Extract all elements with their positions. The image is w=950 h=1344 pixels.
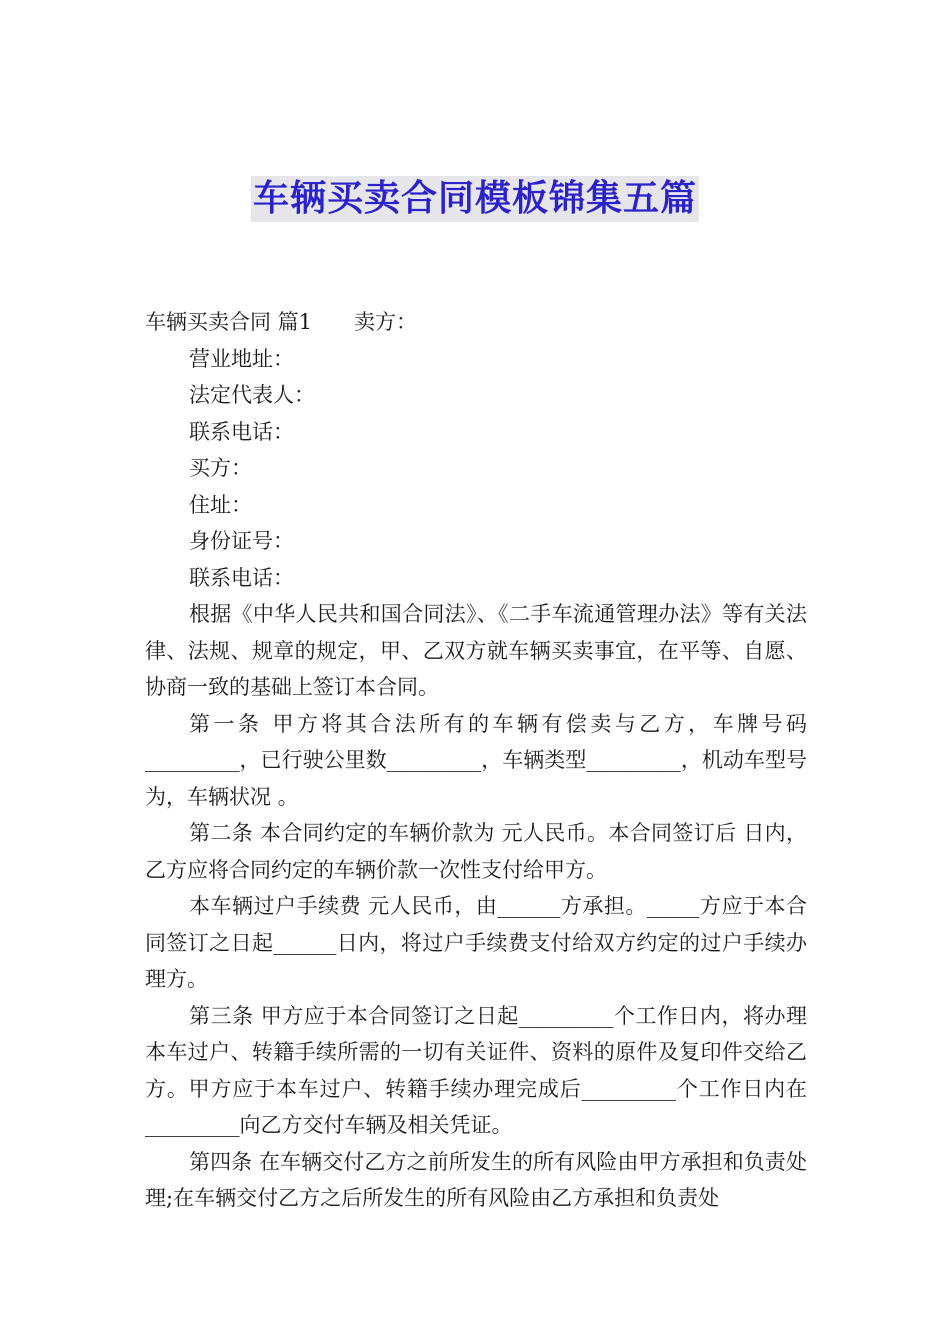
field-buyer: 买方： <box>189 456 252 480</box>
paragraph-article-2: 第二条 本合同约定的车辆价款为 元人民币。本合同签订后 日内，乙方应将合同约定的车辆价款一次性支付给甲方。 <box>145 821 807 882</box>
field-business-address: 营业地址： <box>189 346 294 371</box>
document-body <box>145 304 807 1217</box>
seller-label: 卖方： <box>354 310 418 334</box>
paragraph-article-3: 第三条 甲方应于本合同签订之日起_________个工作日内，将办理本车过户、转籍手续所需的一切有关证件、资料的原件及复印件交给乙方。甲方应于本车过户、转籍手续办理完成后_________个工作日内在_________向乙方交付车辆及相关凭证。 <box>145 1003 807 1137</box>
document-title: 车辆买卖合同模板锦集五篇 <box>251 176 699 222</box>
heading-line <box>145 304 807 341</box>
field-id-number: 身份证号： <box>189 529 294 553</box>
paragraph-transfer-fee: 本车辆过户手续费 元人民币，由______方承担。_____方应于本合同签订之日起______日内，将过户手续费支付给双方约定的过户手续办理方。 <box>145 894 807 991</box>
paragraph-preamble: 根据《中华人民共和国合同法》、《二手车流通管理办法》等有关法律、法规、规章的规定，甲、乙双方就车辆买卖事宜，在平等、自愿、协商一致的基础上签订本合同。 <box>145 602 807 699</box>
field-address: 住址： <box>189 492 252 517</box>
field-seller-phone: 联系电话： <box>189 419 294 444</box>
title-wrapper <box>0 176 950 222</box>
paragraph-article-4: 第四条 在车辆交付乙方之前所发生的所有风险由甲方承担和负责处理;在车辆交付乙方之后所发生的所有风险由乙方承担和负责处 <box>145 1149 807 1210</box>
paragraph-article-1: 第一条 甲方将其合法所有的车辆有偿卖与乙方，车牌号码_________，已行驶公里数_________，车辆类型_________，机动车型号为，车辆状况 。 <box>145 711 807 809</box>
field-legal-representative: 法定代表人： <box>189 383 315 407</box>
field-buyer-phone: 联系电话： <box>189 565 294 590</box>
section-label: 车辆买卖合同 篇1 <box>145 310 313 334</box>
